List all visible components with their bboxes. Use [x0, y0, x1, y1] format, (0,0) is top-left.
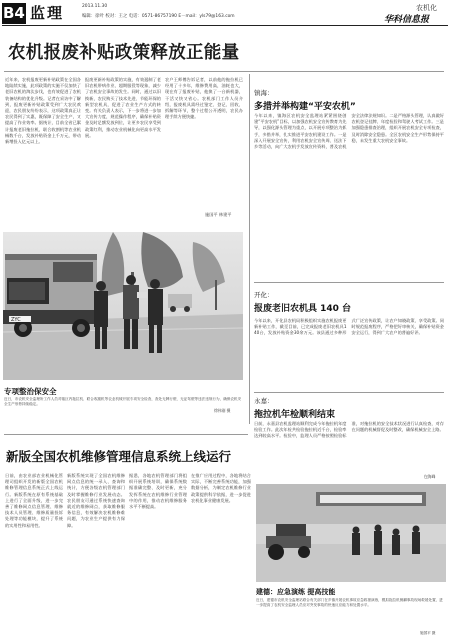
photo-caption-title: 专项整治保安全 [4, 387, 57, 396]
main-headline-underline [4, 71, 444, 72]
main-photo [3, 232, 243, 380]
bottom-caption-pre: 建德： [256, 588, 277, 596]
bottom-headline: 新版全国农机维修管理信息系统上线运行 [6, 449, 232, 464]
main-body-col2: 报废更新补贴政策的实施，有效遏制了老旧农机带病作业、超期服役等现象，减少了农机安全事故的发生。同时，通过以旧换新，农民购买了技术先进、节能环保的新型农机具，促进了农业生产方式的转变。有关负责人表示，下一步将进一步加大宣传力度，规范操作程序，确保补贴资金及时足额发放到位，让更多农民享受到政策红利，推动农业机械化向更高水平发展。 [85, 77, 161, 138]
right2-pre: 开化： [254, 291, 274, 299]
right3-pre: 永嘉： [254, 397, 274, 405]
drill-photo-illustration [256, 484, 446, 582]
bottom-caption-title [256, 587, 335, 597]
right3-body: 日前，永嘉县农机监理站顺利完成今年拖拉机年度检验工作。此次年检共检验拖拉机近千台，检验率达到较高水平。检验中，监理人员严格按照检验标准，对拖拉机的安全技术状况进行认真检查，对存在问题的机械督促及时整改，确保机械安全上路。 [254, 421, 444, 439]
bottom-body-col3: 据悉，各地农机管理部门将组织开展系统培训，确保系统数据准确完整、及时更新，充分发挥系统在农机维修行业管理中的作用，推动农机维修服务水平不断提高。 [129, 473, 187, 510]
photo-credit: 徐伟刚 摄 [214, 408, 231, 413]
bottom-body-col1: 日前，由农业部农业机械化管理司组织开发的新版全国农机维修管理信息系统正式上线运行。新版系统在原有系统基础上进行了全面升级，进一步完善了维修网点信息管理、维修技术人员管理、维修质量投诉处理等功能模块，提升了系统的实用性和易用性。 [5, 473, 63, 528]
section-name: 监理 [30, 4, 65, 22]
truck-plate: ZYC [11, 317, 21, 323]
paper-name-bottom: 华科信息报 [384, 15, 430, 25]
right3-headline: 拖拉机年检顺利结束 [254, 410, 336, 420]
date-line: 2013.11.30 [82, 4, 108, 9]
right1-headline: 多措并举构建“平安农机” [254, 102, 356, 112]
right2-headline: 报废老旧农机具 140 台 [254, 304, 352, 314]
right3-byline: 包海峰 [424, 474, 436, 479]
main-headline: 农机报废补贴政策释放正能量 [8, 43, 240, 63]
right2-body: 今年以来，开化县农机局积极组织实施农机报废更新补贴工作，截至目前，已完成报废老旧农机具140台，发放补贴资金30余万元。该县通过多种形式广泛宣传政策，让农户知晓政策、享受政策。同时规范报废程序，严格把好审核关，确保补贴资金安全运行，得到广大农户的普遍好评。 [254, 318, 444, 336]
section-code-text: B4 [3, 4, 25, 22]
masthead [0, 0, 450, 30]
staff-line: 编辑：徐叶 校对：王之 电话：0571-86757190 E－mail：yls79@163.com [82, 14, 235, 19]
bottom-caption-main: 应急演练 提高技能 [277, 588, 336, 596]
main-byline: 施国平 林建平 [205, 212, 232, 217]
bottom-photo-credit: 施国平 摄 [420, 631, 436, 635]
bottom-photo [256, 484, 446, 582]
right1-body: 今年以来，镇海区农机安全监理站紧紧围绕创建“平安农机”目标，以加强农机安全宣传教育为先导，以强化源头管理为重点，以开展专项整治为抓手，多措并举，扎实推进平安农机建设工作。一是深入开展安全宣传，利用农机安全宣传周、送法下乡等活动，向广大农机手发放宣传资料，普及农机安全法律法规知识。二是严格源头管理，认真做好农机登记挂牌、年度检验和驾驶人考试工作。三是加强隐患排查治理，组织开展农机安全专项检查，及时消除安全隐患。全区农机安全生产形势保持平稳，未发生重大农机安全事故。 [254, 113, 444, 150]
right1-pre: 镇海： [254, 89, 274, 97]
right1-divider [254, 282, 444, 283]
main-body-col3: 农户王师傅告诉记者，以前他的拖拉机已经用了十多年，维修费用高，油耗也大，现在有了报废补贴，他换了一台新机器，干活又快又省心。农机部门工作人员介绍，报废机具需经过鉴定、登记、回收、拆解等环节，整个过程公开透明，农民办理手续方便快捷。 [165, 77, 243, 120]
bottom-body-col2: 新版系统实现了全国农机维修网点信息的统一录入、查询和统计，方便各级农机管理部门及时掌握维修行业发展动态。农民朋友可通过系统快速查询就近的维修网点，获取维修服务信息，有效解决农机维修难问题，为农业生产提供有力保障。 [67, 473, 125, 528]
column-divider [249, 74, 250, 424]
photo-caption-text: 近日，市农机安全监理所工作人员对辖区内拖拉机、联合收割机等农业机械开展专项安全检查，查处无牌行驶、无证驾驶等违法违规行为，确保农机安全生产形势持续稳定。 [4, 397, 242, 406]
truck-photo-illustration [3, 232, 243, 380]
bottom-caption-text: 近日，建德市农机安全监理站联合有关部门在乡镇开展农机事故应急救援演练，模拟拖拉机侧翻事故现场救援处置，进一步提高了农机安全监理人员应对突发事故的快速反应能力和处置水平。 [256, 598, 443, 607]
main-body-col1: 近年来，农机报废更新补贴政策在全国各地陆续实施，此项政策的实施不仅加快了老旧农机的淘汰步伐，也有效促进了农机装备结构的优化升级。记者在采访中了解到，报废更新补贴政策受到广大农民欢迎，农民朋友纷纷表示，这项政策真正让农民得到了实惠，既保障了安全生产，又提高了作业效率。据统计，目前全省已累计报废老旧拖拉机、联合收割机等农业机械数千台，发放补贴资金上千万元，带动新增投入亿元以上。 [5, 77, 81, 145]
paper-name-top: 农机化 [416, 4, 437, 12]
masthead-divider [2, 25, 448, 26]
bottom-section-divider [4, 434, 248, 435]
right2-divider [254, 392, 444, 393]
bottom-body-col4: 在推广应用过程中，各地将结合实际，不断完善系统功能，加强数据分析，为制定农机维修行业政策提供科学依据，进一步促进农机化事业健康发展。 [191, 473, 251, 503]
